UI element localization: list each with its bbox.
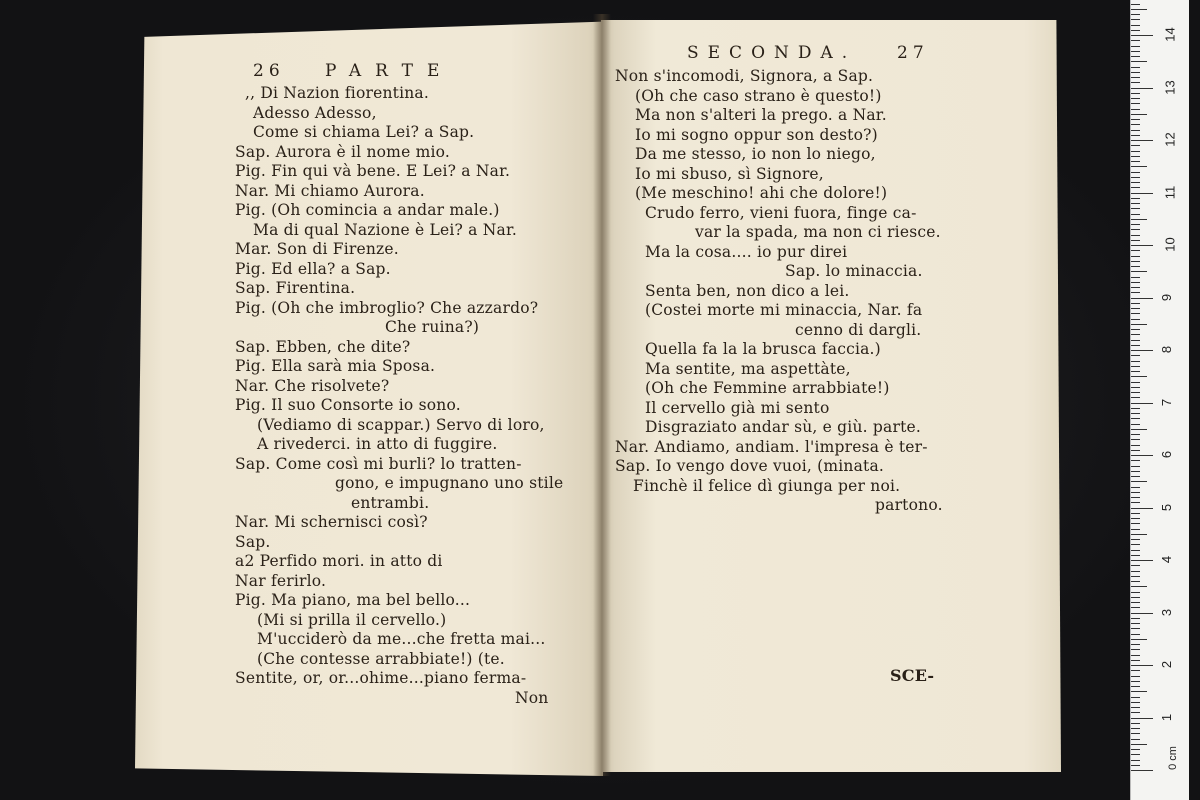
ruler-tick xyxy=(1131,607,1140,608)
ruler-tick xyxy=(1131,214,1140,215)
ruler-tick xyxy=(1131,303,1140,304)
left-line: Pig. Fin qui và bene. E Lei? a Nar. xyxy=(235,162,511,180)
ruler-number: 11 xyxy=(1162,185,1178,199)
running-head-right: SECONDA. xyxy=(687,43,857,63)
ruler-tick xyxy=(1131,277,1140,278)
running-head-left: PARTE xyxy=(325,61,454,81)
right-line: (Costei morte mi minaccia, Nar. fa xyxy=(645,301,923,319)
right-line: var la spada, ma non ci riesce. xyxy=(695,223,941,241)
ruler-tick xyxy=(1131,770,1153,771)
ruler-tick xyxy=(1131,707,1140,708)
ruler-tick xyxy=(1131,476,1140,477)
ruler-tick xyxy=(1131,497,1140,498)
ruler-tick xyxy=(1131,676,1140,677)
right-line: Finchè il felice dì giunga per noi. xyxy=(633,476,901,495)
ruler-tick xyxy=(1131,156,1140,157)
left-line: Nar. Mi chiamo Aurora. xyxy=(235,181,425,200)
ruler-tick xyxy=(1131,550,1140,551)
ruler-tick xyxy=(1131,508,1153,509)
left-line: Ma di qual Nazione è Lei? a Nar. xyxy=(253,220,517,239)
ruler-tick xyxy=(1131,424,1140,425)
ruler-tick xyxy=(1131,534,1147,535)
ruler-tick xyxy=(1131,660,1140,661)
left-line: a2 Perfido mori. in atto di xyxy=(235,552,443,570)
ruler-tick xyxy=(1131,203,1140,204)
ruler-tick xyxy=(1131,329,1140,330)
ruler-number: 7 xyxy=(1159,398,1175,406)
ruler-tick xyxy=(1131,691,1147,692)
ruler-tick xyxy=(1131,219,1147,220)
ruler-tick xyxy=(1131,292,1140,293)
right-line: Non s'incomodi, Signora, a Sap. xyxy=(615,67,874,85)
right-line: (Oh che Femmine arrabbiate!) xyxy=(645,379,890,397)
open-book xyxy=(135,14,1065,776)
ruler-tick xyxy=(1131,161,1140,162)
ruler-tick xyxy=(1131,665,1153,666)
left-line: Adesso Adesso, xyxy=(253,103,377,122)
right-line: Crudo ferro, vieni fuora, finge ca- xyxy=(645,203,917,222)
left-line: Che ruina?) xyxy=(385,318,480,336)
ruler-tick xyxy=(1131,613,1153,614)
ruler-tick xyxy=(1131,744,1147,745)
ruler-tick xyxy=(1131,324,1147,325)
left-line: Non xyxy=(515,688,549,707)
right-page-text xyxy=(615,67,1055,527)
ruler-tick xyxy=(1131,702,1140,703)
ruler-tick xyxy=(1131,361,1140,362)
ruler-tick xyxy=(1131,581,1140,582)
ruler-tick xyxy=(1131,371,1140,372)
ruler-tick xyxy=(1131,172,1140,173)
ruler-tick xyxy=(1131,56,1140,57)
ruler-tick xyxy=(1131,82,1140,83)
ruler-tick xyxy=(1131,450,1140,451)
ruler-tick xyxy=(1131,523,1140,524)
ruler-number: 13 xyxy=(1162,79,1178,95)
ruler-tick xyxy=(1131,445,1140,446)
ruler-tick xyxy=(1131,739,1140,740)
ruler-tick xyxy=(1131,198,1140,199)
ruler-tick xyxy=(1131,19,1140,20)
ruler-tick xyxy=(1131,366,1140,367)
ruler-tick xyxy=(1131,460,1140,461)
ruler-tick xyxy=(1131,518,1140,519)
ruler-number: 14 xyxy=(1162,27,1178,42)
ruler-tick xyxy=(1131,502,1140,503)
ruler-tick xyxy=(1131,681,1140,682)
ruler-tick xyxy=(1131,649,1140,650)
ruler-tick xyxy=(1131,72,1140,73)
ruler-tick xyxy=(1131,634,1140,635)
ruler-tick xyxy=(1131,25,1140,26)
ruler-tick xyxy=(1131,618,1140,619)
ruler-tick xyxy=(1131,670,1140,671)
ruler-tick xyxy=(1131,88,1153,89)
left-line: entrambi. xyxy=(351,493,430,512)
ruler-tick xyxy=(1131,350,1153,351)
ruler-tick xyxy=(1131,560,1153,561)
right-line: Disgraziato andar sù, e giù. parte. xyxy=(645,418,921,436)
left-line: (Che contesse arrabbiate!) (te. xyxy=(257,649,505,668)
left-line: Nar ferirlo. xyxy=(235,571,327,590)
left-line: Sap. xyxy=(235,532,271,551)
left-line: Pig. Ma piano, ma bel bello... xyxy=(235,591,471,609)
page-number-right: 27 xyxy=(897,43,929,63)
ruler-tick xyxy=(1131,282,1140,283)
ruler-tick xyxy=(1131,51,1140,52)
ruler-tick xyxy=(1131,602,1140,603)
right-line: (Me meschino! ahi che dolore!) xyxy=(635,184,888,202)
right-line: cenno di dargli. xyxy=(795,320,922,339)
left-line: Come si chiama Lei? a Sap. xyxy=(253,123,475,141)
ruler-number: 3 xyxy=(1159,608,1175,616)
ruler-tick xyxy=(1131,114,1147,115)
ruler-tick xyxy=(1131,98,1140,99)
right-line: Da me stesso, io non lo niego, xyxy=(635,145,876,163)
left-line: A rivederci. in atto di fuggire. xyxy=(257,435,498,453)
ruler-tick xyxy=(1131,30,1140,31)
ruler-tick xyxy=(1131,697,1140,698)
ruler-tick xyxy=(1131,9,1147,10)
ruler-tick xyxy=(1131,140,1153,141)
left-line: Mar. Son di Firenze. xyxy=(235,240,399,258)
ruler-tick xyxy=(1131,93,1140,94)
ruler-tick xyxy=(1131,571,1140,572)
ruler-tick xyxy=(1131,271,1147,272)
left-line: Pig. Ed ella? a Sap. xyxy=(235,259,391,278)
ruler-tick xyxy=(1131,544,1140,545)
right-line: Sap. Io vengo dove vuoi, (minata. xyxy=(615,457,885,475)
ruler-tick xyxy=(1131,193,1153,194)
measurement-ruler xyxy=(1130,0,1189,800)
ruler-tick xyxy=(1131,408,1140,409)
ruler-tick xyxy=(1131,639,1147,640)
ruler-number: 8 xyxy=(1159,345,1175,354)
ruler-number: 5 xyxy=(1159,503,1175,511)
ruler-tick xyxy=(1131,250,1140,251)
left-line: Sap. Ebben, che dite? xyxy=(235,337,411,356)
ruler-tick xyxy=(1131,760,1140,761)
ruler-tick xyxy=(1131,345,1140,346)
ruler-tick xyxy=(1131,387,1140,388)
ruler-tick xyxy=(1131,334,1140,335)
left-line: Nar. Che risolvete? xyxy=(235,376,390,395)
ruler-tick xyxy=(1131,145,1140,146)
ruler-tick xyxy=(1131,644,1140,645)
ruler-tick xyxy=(1131,597,1140,598)
right-line: Io mi sogno oppur son desto?) xyxy=(635,125,878,144)
left-line: M'ucciderò da me...che fretta mai... xyxy=(257,630,546,648)
ruler-number: 6 xyxy=(1159,450,1175,459)
ruler-tick xyxy=(1131,46,1140,47)
ruler-tick xyxy=(1131,287,1140,288)
ruler-tick xyxy=(1131,103,1140,104)
right-line: Senta ben, non dico a lei. xyxy=(645,281,850,300)
ruler-tick xyxy=(1131,733,1140,734)
ruler-unit-label: 0 cm xyxy=(1166,746,1179,770)
ruler-tick xyxy=(1131,576,1140,577)
ruler-tick xyxy=(1131,135,1140,136)
left-line: Sentite, or, or...ohime...piano ferma- xyxy=(235,669,527,687)
ruler-tick xyxy=(1131,429,1147,430)
ruler-tick xyxy=(1131,765,1140,766)
ruler-tick xyxy=(1131,240,1140,241)
ruler-tick xyxy=(1131,466,1140,467)
page-number-left: 26 xyxy=(253,61,285,81)
ruler-tick xyxy=(1131,397,1140,398)
ruler-tick xyxy=(1131,187,1140,188)
ruler-tick xyxy=(1131,487,1140,488)
ruler-tick xyxy=(1131,723,1140,724)
ruler-tick xyxy=(1131,229,1140,230)
ruler-tick xyxy=(1131,308,1140,309)
right-line: Il cervello già mi sento xyxy=(645,398,830,417)
right-line: partono. xyxy=(875,496,943,514)
right-line: (Oh che caso strano è questo!) xyxy=(635,86,882,105)
ruler-tick xyxy=(1131,208,1140,209)
ruler-tick xyxy=(1131,628,1140,629)
ruler-tick xyxy=(1131,555,1140,556)
ruler-tick xyxy=(1131,728,1140,729)
right-line: Ma la cosa.... io pur direi xyxy=(645,242,848,261)
ruler-number: 10 xyxy=(1162,237,1178,252)
ruler-tick xyxy=(1131,313,1140,314)
ruler-tick xyxy=(1131,245,1153,246)
ruler-tick xyxy=(1131,754,1140,755)
left-line: Nar. Mi schernisci così? xyxy=(235,513,428,531)
ruler-tick xyxy=(1131,177,1140,178)
ruler-tick xyxy=(1131,382,1140,383)
ruler-tick xyxy=(1131,413,1140,414)
ruler-tick xyxy=(1131,686,1140,687)
ruler-tick xyxy=(1131,130,1140,131)
ruler-tick xyxy=(1131,392,1140,393)
left-line: Sap. Come così mi burli? lo tratten- xyxy=(235,454,522,473)
ruler-tick xyxy=(1131,151,1140,152)
ruler-tick xyxy=(1131,166,1147,167)
ruler-tick xyxy=(1131,61,1147,62)
right-line: Ma non s'alteri la prego. a Nar. xyxy=(635,106,887,124)
ruler-tick xyxy=(1131,655,1140,656)
ruler-tick xyxy=(1131,455,1153,456)
ruler-number: 2 xyxy=(1159,660,1175,669)
left-line: (Vediamo di scappar.) Servo di loro, xyxy=(257,415,545,434)
ruler-tick xyxy=(1131,565,1140,566)
ruler-tick xyxy=(1131,40,1140,41)
left-line: Pig. Il suo Consorte io sono. xyxy=(235,396,461,414)
right-line: Sap. lo minaccia. xyxy=(785,262,923,280)
left-line: Pig. (Oh comincia a andar male.) xyxy=(235,201,500,219)
ruler-tick xyxy=(1131,109,1140,110)
ruler-tick xyxy=(1131,256,1140,257)
ruler-tick xyxy=(1131,124,1140,125)
ruler-tick xyxy=(1131,513,1140,514)
ruler-tick xyxy=(1131,439,1140,440)
ruler-tick xyxy=(1131,481,1147,482)
ruler-tick xyxy=(1131,586,1147,587)
ruler-tick xyxy=(1131,35,1153,36)
ruler-number: 4 xyxy=(1159,555,1175,564)
ruler-tick xyxy=(1131,434,1140,435)
ruler-tick xyxy=(1131,471,1140,472)
ruler-tick xyxy=(1131,4,1140,5)
left-line: Pig. Ella sarà mia Sposa. xyxy=(235,357,436,375)
ruler-tick xyxy=(1131,718,1153,719)
ruler-tick xyxy=(1131,592,1140,593)
ruler-tick xyxy=(1131,539,1140,540)
ruler-number: 12 xyxy=(1162,132,1178,147)
ruler-tick xyxy=(1131,235,1140,236)
ruler-tick xyxy=(1131,749,1140,750)
left-line: (Mi si prilla il cervello.) xyxy=(257,610,447,629)
book-gutter xyxy=(593,14,611,776)
right-line: Ma sentite, ma aspettàte, xyxy=(645,359,851,378)
ruler-tick xyxy=(1131,623,1140,624)
ruler-tick xyxy=(1131,266,1140,267)
catchword: SCE- xyxy=(890,666,935,685)
ruler-number: 1 xyxy=(1159,713,1175,721)
right-line: Quella fa la la brusca faccia.) xyxy=(645,340,881,358)
ruler-tick xyxy=(1131,224,1140,225)
ruler-tick xyxy=(1131,77,1140,78)
ruler-tick xyxy=(1131,298,1153,299)
ruler-tick xyxy=(1131,403,1153,404)
ruler-tick xyxy=(1131,261,1140,262)
ruler-tick xyxy=(1131,418,1140,419)
ruler-tick xyxy=(1131,119,1140,120)
left-line: Sap. Aurora è il nome mio. xyxy=(235,142,451,161)
right-line: Io mi sbuso, sì Signore, xyxy=(635,164,824,183)
left-line: gono, e impugnano uno stile xyxy=(335,474,564,492)
ruler-tick xyxy=(1131,492,1140,493)
ruler-tick xyxy=(1131,14,1140,15)
left-line: ,, Di Nazion fiorentina. xyxy=(245,84,429,102)
left-page-text xyxy=(235,84,595,724)
ruler-tick xyxy=(1131,67,1140,68)
left-line: Sap. Firentina. xyxy=(235,279,356,297)
ruler-tick xyxy=(1131,340,1140,341)
ruler-tick xyxy=(1131,182,1140,183)
ruler-number: 9 xyxy=(1159,293,1175,301)
ruler-tick xyxy=(1131,355,1140,356)
left-line: Pig. (Oh che imbroglio? Che azzardo? xyxy=(235,298,539,317)
ruler-tick xyxy=(1131,529,1140,530)
ruler-tick xyxy=(1131,712,1140,713)
ruler-tick xyxy=(1131,319,1140,320)
ruler-tick xyxy=(1131,376,1147,377)
right-line: Nar. Andiamo, andiam. l'impresa è ter- xyxy=(615,437,928,456)
